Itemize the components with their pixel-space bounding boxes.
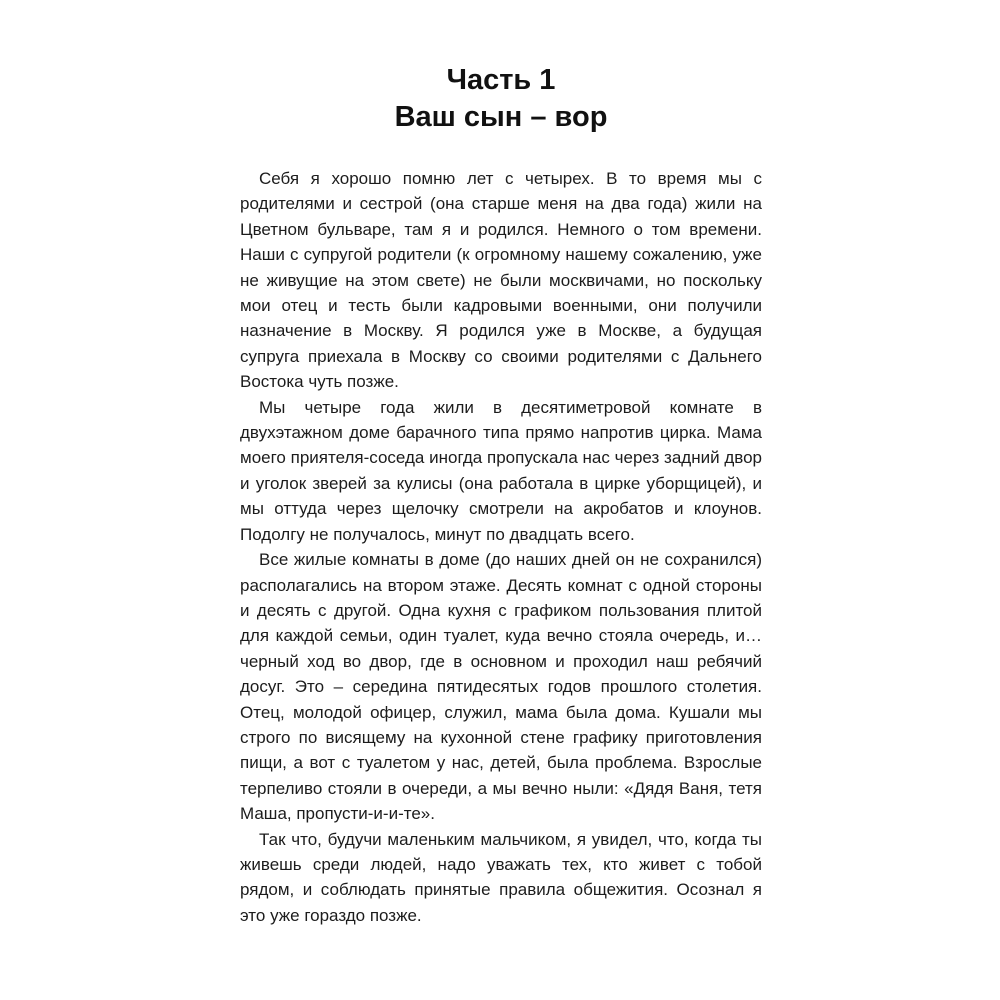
paragraph: Так что, будучи маленьким мальчиком, я увидел, что, когда ты живешь среди людей, надо уважать тех, кто живет с тобой рядом, и соблюдать принятые правила общежития. Осознал я это уже гораздо позже.	[240, 829, 762, 925]
paragraph: Себя я хорошо помню лет с четырех. В то время мы с родителями и сестрой (она старше меня на два года) жили на Цветном бульваре, там я и родился. Немного о том времени. Наши с супругой родители (к огромному нашему сожалению, уже не живущие на этом свете) не были москвичами, но поскольку мои отец и тесть были кадровыми военными, они получили назначение в Москву. Я родился уже в Москве, а будущая супруга приехала в Москву со своими родителями с Дальнего Востока чуть позже.	[240, 169, 762, 392]
chapter-title: Ваш сын – вор	[394, 101, 608, 133]
paragraph: Все жилые комнаты в доме (до наших дней он не сохранился) располагались на втором этаже. Десять комнат с одной стороны и десять с другой. Одна кухня с графиком пользования плитой для каждой семьи, один туалет, куда вечно стояла очередь, и… черный ход во двор, где в основном и проходил наш ребячий досуг. Это – середина пятидесятых годов прошлого столетия. Отец, молодой офицер, служил, мама была дома. Кушали мы строго по висящему на кухонной стене графику приготовления пищи, а вот с туалетом у нас, детей, была проблема. Взрослые терпеливо стояли в очереди, а мы вечно ныли: «Дядя Ваня, тетя Маша, пропусти-и-и-те».	[240, 550, 762, 824]
chapter-body	[240, 166, 762, 928]
book-page	[240, 62, 762, 928]
chapter-heading	[240, 62, 762, 136]
paragraph: Мы четыре года жили в десятиметровой комнате в двухэтажном доме барачного типа прямо напротив цирка. Мама моего приятеля-соседа иногда пропускала нас через задний двор и уголок зверей за кулисы (она работала в цирке уборщицей), и мы оттуда через щелочку смотрели на акробатов и клоунов. Подолгу не получалось, минут по двадцать всего.	[240, 397, 762, 544]
chapter-number: Часть 1	[446, 64, 556, 96]
